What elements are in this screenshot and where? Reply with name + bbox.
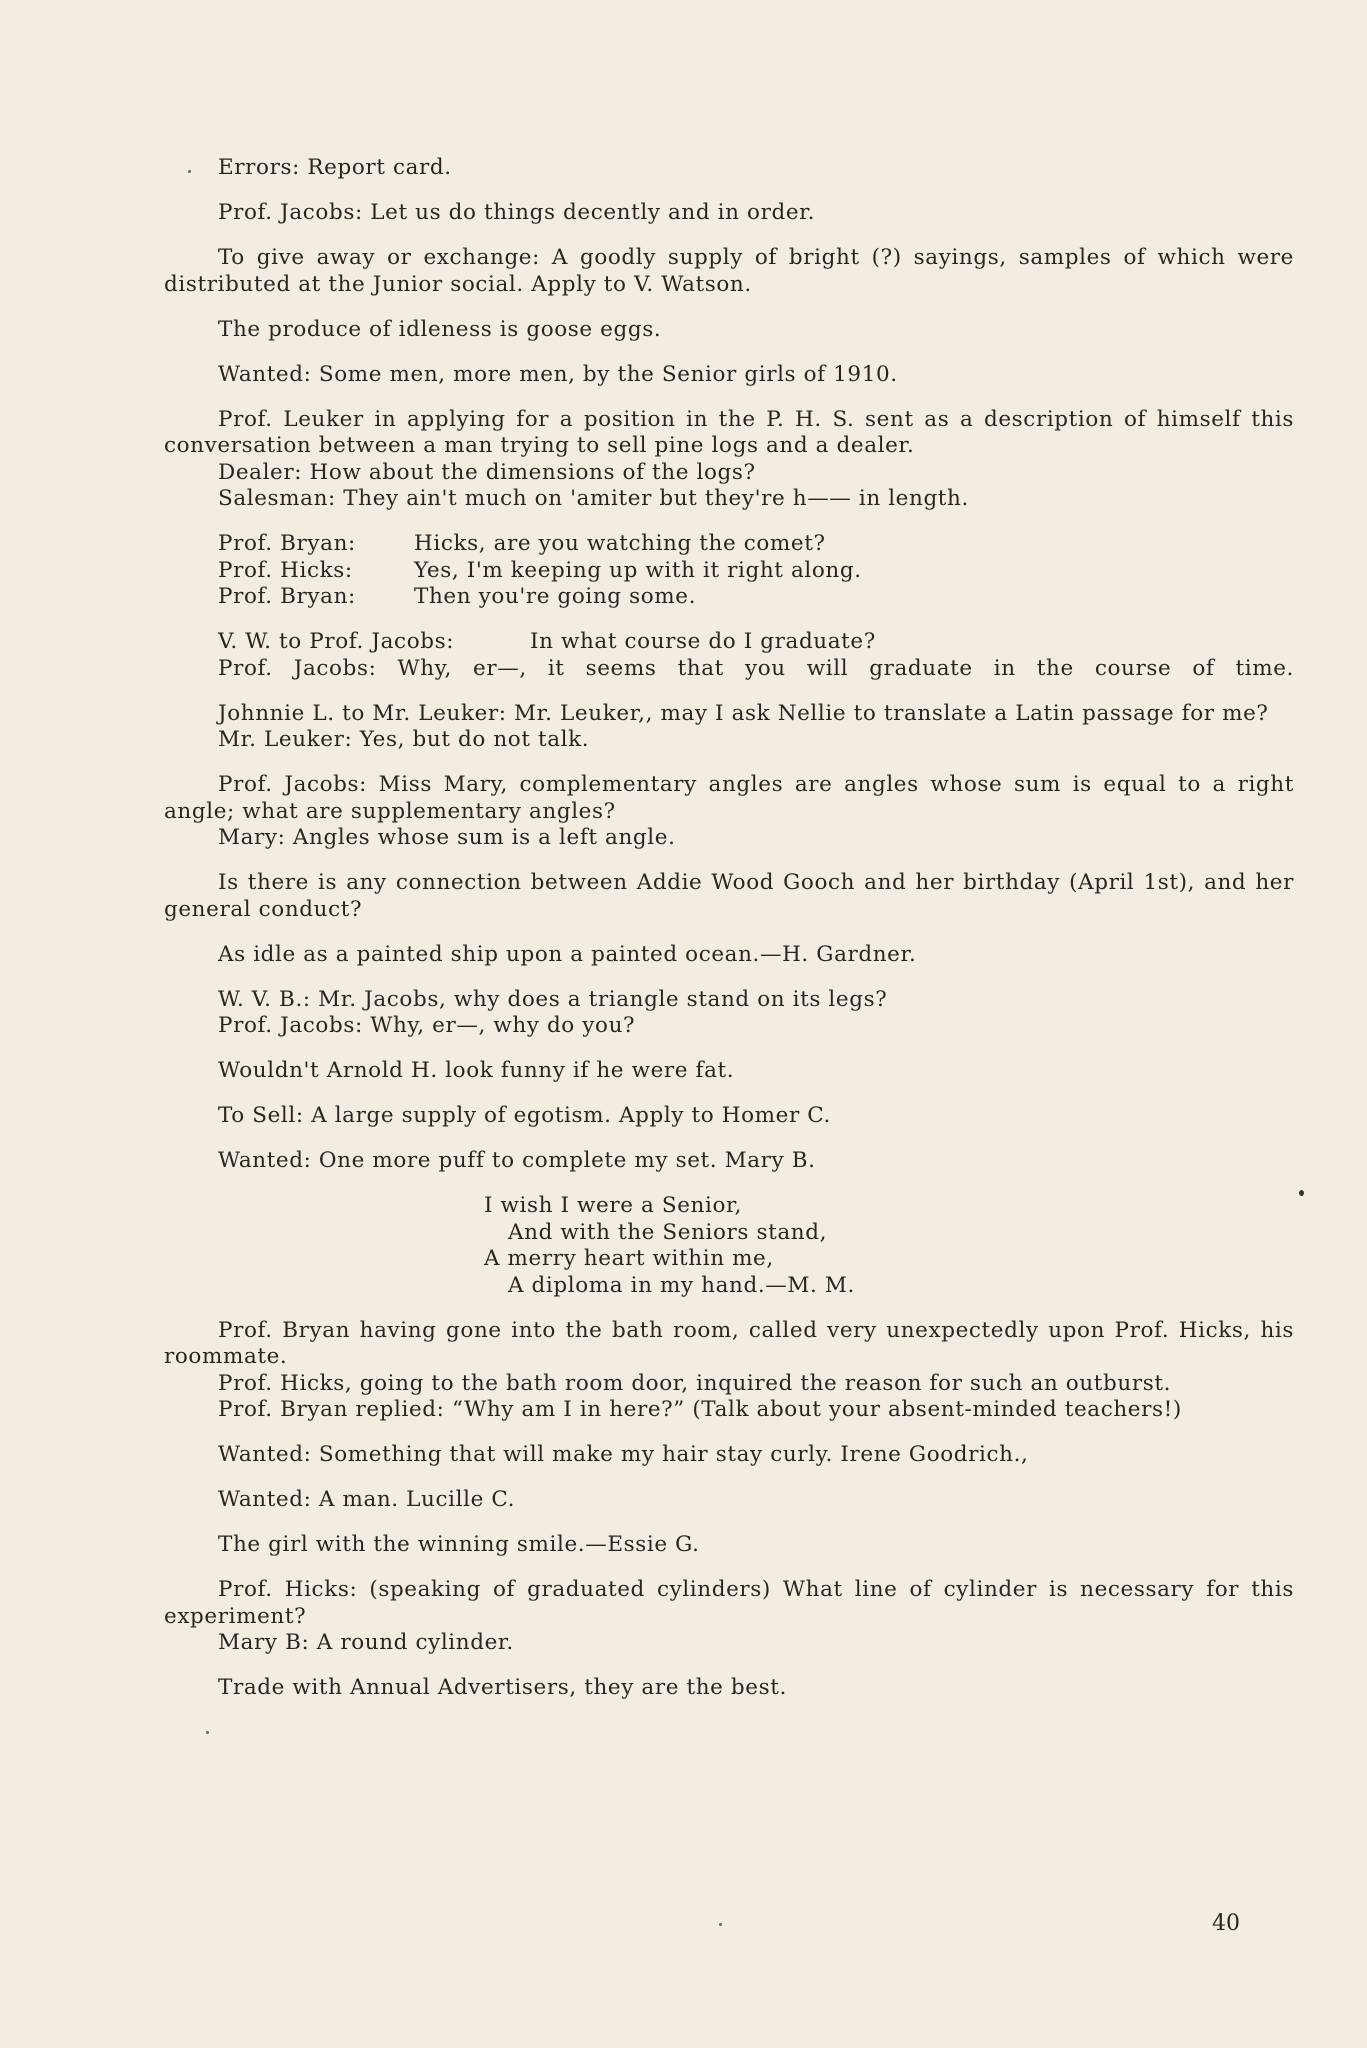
page-number: 40 xyxy=(1212,1911,1240,1936)
entry-advertisers xyxy=(164,1675,1294,1702)
paper-speck xyxy=(719,1923,722,1926)
dialogue-line: Prof. Jacobs: Why, er—, why do you? xyxy=(218,1013,636,1038)
paper-speck xyxy=(206,1731,209,1734)
page-text xyxy=(164,155,1294,1720)
dialogue-line: Mr. Leuker: Yes, but do not talk. xyxy=(218,727,590,752)
paragraph: Errors: Report card. xyxy=(218,155,452,180)
dialogue-line xyxy=(218,558,1294,585)
paragraph: Prof. Hicks: (speaking of graduated cylinders) What line of cylinder is necessary for this experiment? xyxy=(164,1577,1294,1629)
speaker: Prof. Bryan: xyxy=(218,584,356,609)
entry-comet xyxy=(164,531,1294,611)
poem-line: I wish I were a Senior, xyxy=(484,1193,742,1218)
entry-to-sell xyxy=(164,1103,1294,1130)
dialogue-line xyxy=(218,531,1294,558)
paragraph: Wanted: A man. Lucille C. xyxy=(218,1487,516,1512)
entry-bath-room xyxy=(164,1318,1294,1424)
paragraph: Prof. Jacobs: Let us do things decently and in order. xyxy=(218,200,816,225)
entry-angles xyxy=(164,772,1294,852)
entry-wanted-men xyxy=(164,362,1294,389)
entry-wanted-curly xyxy=(164,1442,1294,1469)
dialogue-line: Mary: Angles whose sum is a left angle. xyxy=(218,825,676,850)
dialogue-line: W. V. B.: Mr. Jacobs, why does a triangle stand on its legs? xyxy=(218,986,888,1012)
paragraph: Is there is any connection between Addie Wood Gooch and her birthday (April 1st), and her general conduct? xyxy=(164,870,1294,922)
entry-cylinder xyxy=(164,1577,1294,1657)
poem-line: A diploma in my hand.—M. M. xyxy=(508,1272,855,1298)
entry-triangle xyxy=(164,987,1294,1040)
paragraph: The girl with the winning smile.—Essie G. xyxy=(218,1532,700,1557)
speech: Yes, I'm keeping up with it right along. xyxy=(414,557,862,583)
speaker: V. W. to Prof. Jacobs: xyxy=(218,629,455,654)
entry-graduate xyxy=(164,629,1294,682)
paragraph: Prof. Bryan having gone into the bath room, called very unexpectedly upon Prof. Hicks, his roommate. xyxy=(164,1317,1294,1369)
dialogue-line xyxy=(218,584,1294,611)
paragraph: Wanted: Something that will make my hair stay curly. Irene Goodrich., xyxy=(218,1442,1029,1467)
paragraph: To give away or exchange: A goodly supply of bright (?) sayings, samples of which were distributed at the Junior social. Apply to V. Watson. xyxy=(164,245,1294,297)
paragraph: Prof. Leuker in applying for a position in the P. H. S. sent as a description of himself this conversation between a man trying to sell pine logs and a dealer. xyxy=(164,406,1294,458)
speaker: Prof. Hicks: xyxy=(218,557,353,583)
speech: Hicks, are you watching the comet? xyxy=(414,531,826,556)
paragraph: Trade with Annual Advertisers, they are the best. xyxy=(218,1675,787,1700)
entry-give-away xyxy=(164,245,1294,298)
poem xyxy=(484,1193,1294,1299)
paper-speck xyxy=(1299,1190,1304,1196)
entry-goose-eggs xyxy=(164,317,1294,344)
dialogue-line: Salesman: They ain't much on 'amiter but they're h—— in length. xyxy=(218,486,969,511)
entry-wanted-puff xyxy=(164,1148,1294,1175)
paragraph: Wouldn't Arnold H. look funny if he were fat. xyxy=(218,1058,735,1083)
paragraph: Wanted: One more puff to complete my set. Mary B. xyxy=(218,1148,816,1173)
entry-winning-smile xyxy=(164,1532,1294,1559)
paragraph: Johnnie L. to Mr. Leuker: Mr. Leuker,, may I ask Nellie to translate a Latin passage for me? xyxy=(218,700,1269,726)
entry-latin xyxy=(164,701,1294,754)
entry-painted-ship xyxy=(164,942,1294,969)
speech: Then you're going some. xyxy=(414,584,697,609)
entry-arnold xyxy=(164,1058,1294,1085)
entry-wanted-man xyxy=(164,1487,1294,1514)
dialogue-line: Prof. Jacobs: Why, er—, it seems that you will graduate in the course of time. xyxy=(218,655,1294,681)
paragraph: The produce of idleness is goose eggs. xyxy=(218,316,662,342)
entry-leuker-logs xyxy=(164,407,1294,513)
paper-speck xyxy=(188,170,191,173)
paragraph: Wanted: Some men, more men, by the Senior girls of 1910. xyxy=(218,361,898,387)
paragraph: To Sell: A large supply of egotism. Apply to Homer C. xyxy=(218,1103,831,1128)
paragraph: Prof. Hicks, going to the bath room door, inquired the reason for such an outburst. xyxy=(218,1370,1172,1396)
dialogue-line: Dealer: How about the dimensions of the logs? xyxy=(218,459,756,485)
paragraph: Prof. Bryan replied: “Why am I in here?” (Talk about your absent-minded teachers!) xyxy=(218,1397,1182,1422)
dialogue-line: Mary B: A round cylinder. xyxy=(218,1630,514,1655)
poem-line: A merry heart within me, xyxy=(484,1246,774,1271)
poem-line: And with the Seniors stand, xyxy=(508,1219,828,1245)
entry-jacobs-decently xyxy=(164,200,1294,227)
paragraph: As idle as a painted ship upon a painted ocean.—H. Gardner. xyxy=(218,941,917,967)
entry-birthday xyxy=(164,870,1294,923)
paragraph: Prof. Jacobs: Miss Mary, complementary angles are angles whose sum is equal to a right angle; what are supplementary angles? xyxy=(164,772,1294,824)
dialogue-line xyxy=(218,629,1294,656)
speaker: Prof. Bryan: xyxy=(218,531,356,556)
speech: In what course do I graduate? xyxy=(530,629,876,654)
entry-errors xyxy=(164,155,1294,182)
